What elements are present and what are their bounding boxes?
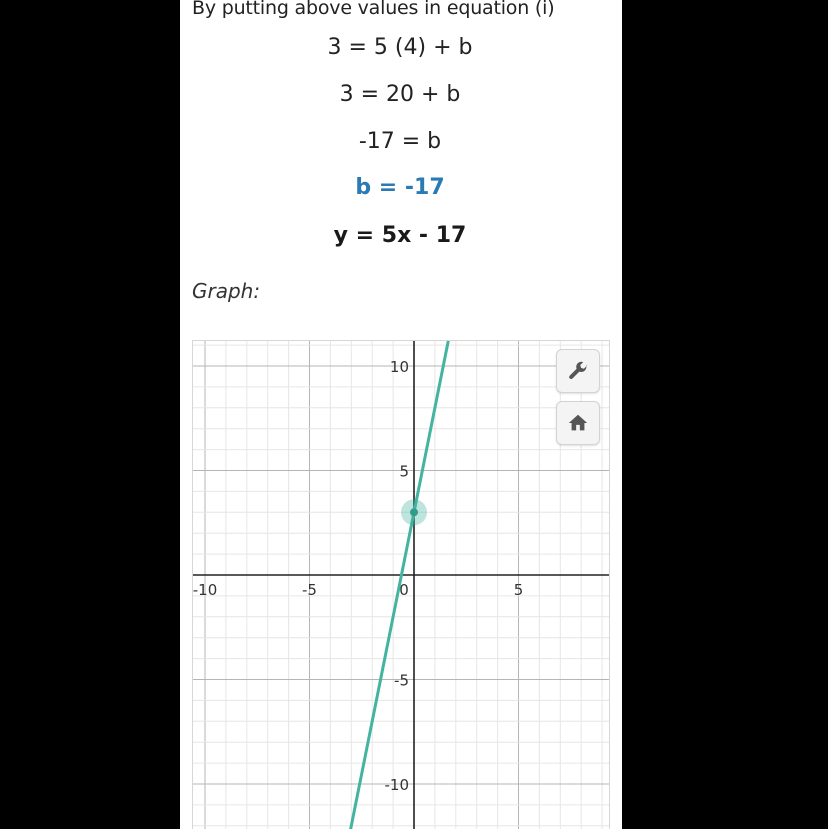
graph-home-button[interactable] bbox=[556, 401, 600, 445]
graph-line bbox=[346, 341, 452, 829]
equation-line-2: 3 = 20 + b bbox=[339, 82, 461, 107]
graph-panel[interactable] bbox=[192, 340, 610, 829]
x-tick-label: -5 bbox=[302, 581, 317, 599]
solution-panel bbox=[180, 0, 622, 829]
equation-line-1: 3 = 5 (4) + b bbox=[327, 35, 473, 60]
y-tick-label: -5 bbox=[394, 671, 409, 690]
graph-settings-button[interactable] bbox=[556, 349, 600, 393]
y-tick-label: 5 bbox=[399, 462, 409, 481]
y-tick-label: -10 bbox=[384, 776, 409, 794]
x-tick-label: 0 bbox=[399, 581, 409, 599]
home-icon bbox=[567, 412, 589, 434]
graph-plot[interactable] bbox=[193, 341, 609, 829]
result-b: b = -17 bbox=[355, 175, 445, 200]
x-tick-label: 5 bbox=[513, 581, 524, 599]
y-intercept-point bbox=[410, 508, 418, 516]
x-tick-label: -10 bbox=[193, 581, 218, 599]
intro-text: By putting above values in equation (i) bbox=[192, 0, 555, 19]
final-equation: y = 5x - 17 bbox=[333, 223, 467, 248]
y-tick-label: 10 bbox=[389, 358, 409, 376]
equation-line-3: -17 = b bbox=[358, 129, 442, 154]
wrench-icon bbox=[567, 360, 589, 382]
graph-label: Graph: bbox=[192, 279, 261, 303]
